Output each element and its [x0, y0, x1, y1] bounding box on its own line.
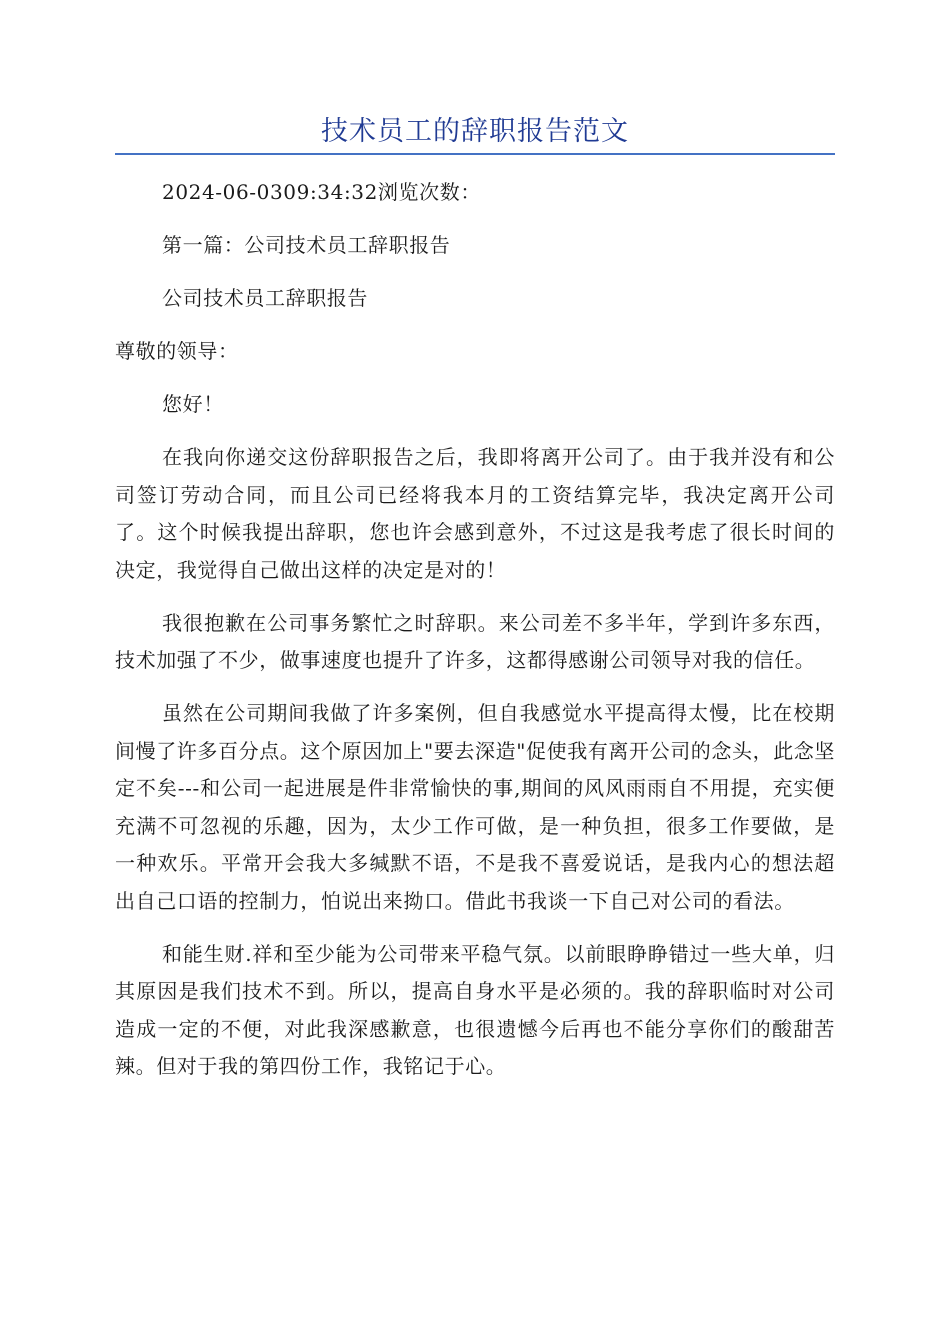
document-title: 技术员工的辞职报告范文 — [321, 116, 629, 147]
body-paragraph-4: 和能生财.祥和至少能为公司带来平稳气氛。以前眼睁睁错过一些大单，归其原因是我们技术不到。所以，提高自身水平是必须的。我的辞职临时对公司造成一定的不便，对此我深感歉意，也很遗憾今后再也不能分享你们的酸甜苦辣。但对于我的第四份工作，我铭记于心。 — [115, 941, 835, 1078]
meta-line: 2024-06-0309:34:32浏览次数： — [162, 180, 481, 204]
greeting: 您好！ — [162, 392, 224, 416]
body-paragraph-1: 在我向你递交这份辞职报告之后，我即将离开公司了。由于我并没有和公司签订劳动合同，而且公司已经将我本月的工资结算完毕，我决定离开公司了。这个时候我提出辞职，您也许会感到意外，不过这是我考虑了很长时间的决定，我觉得自己做出这样的决定是对的！ — [115, 445, 835, 582]
body-paragraph-2: 我很抱歉在公司事务繁忙之时辞职。来公司差不多半年，学到许多东西，技术加强了不少，做事速度也提升了许多，这都得感谢公司领导对我的信任。 — [115, 610, 835, 672]
body-paragraph-3: 虽然在公司期间我做了许多案例，但自我感觉水平提高得太慢，比在校期间慢了许多百分点。这个原因加上"要去深造"促使我有离开公司的念头，此念坚定不矣---和公司一起进展是件非常愉快的事,期间的风风雨雨自不用提，充实便充满不可忽视的乐趣，因为，太少工作可做，是一种负担，很多工作要做，是一种欢乐。平常开会我大多缄默不语，不是我不喜爱说话，是我内心的想法超出自己口语的控制力，怕说出来拗口。借此书我谈一下自己对公司的看法。 — [115, 701, 835, 913]
letter-title: 公司技术员工辞职报告 — [162, 286, 368, 310]
salutation: 尊敬的领导： — [115, 339, 239, 363]
document-body — [115, 174, 835, 1101]
section-heading: 第一篇：公司技术员工辞职报告 — [162, 233, 451, 257]
title-underline — [115, 153, 835, 155]
